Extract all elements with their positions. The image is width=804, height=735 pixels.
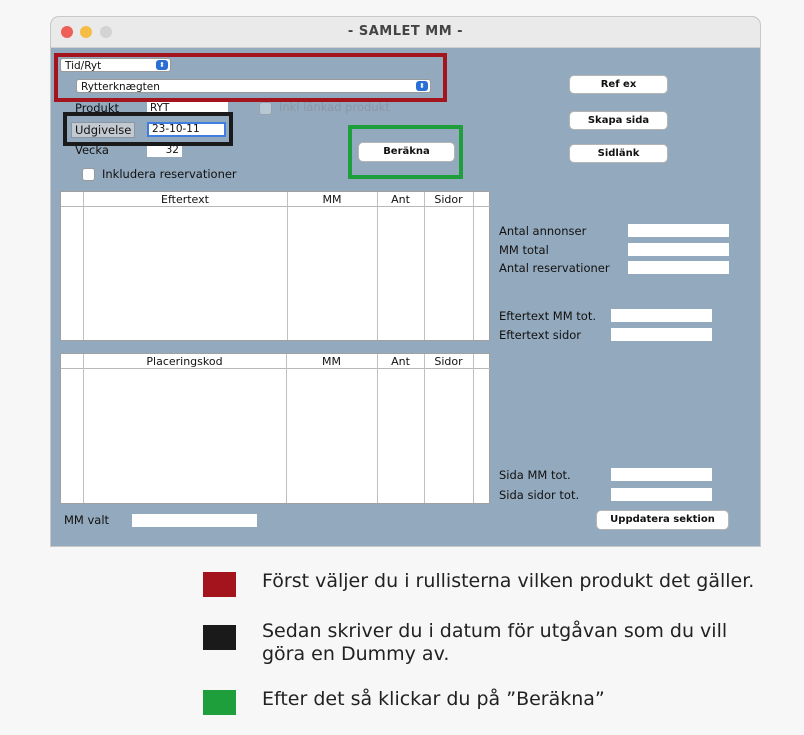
ant-column-header[interactable]: Ant	[377, 192, 424, 207]
sida-sidor-tot-field	[611, 488, 712, 501]
eftertext-sidor-field	[611, 328, 712, 341]
column-divider	[286, 354, 287, 503]
udgivelse-label: Udgivelse	[71, 122, 135, 138]
column-divider	[83, 354, 84, 503]
sidlank-button[interactable]: Sidlänk	[569, 144, 668, 163]
berakna-button[interactable]: Beräkna	[358, 142, 455, 162]
vecka-label: Vecka	[75, 143, 109, 157]
sida-mm-tot-field	[611, 468, 712, 481]
ref-ex-button[interactable]: Ref ex	[569, 75, 668, 94]
mm-valt-label: MM valt	[64, 513, 110, 527]
mm-total-label: MM total	[499, 243, 549, 257]
placeringskod-column-header[interactable]: Placeringskod	[83, 354, 286, 369]
include-reservations-label: Inkludera reservationer	[102, 167, 237, 181]
include-reservations-checkbox[interactable]	[82, 168, 95, 181]
window-title: - SAMLET MM -	[347, 24, 464, 39]
select-arrows-icon: ⬍	[156, 60, 168, 70]
eftertext-column-header[interactable]: Eftertext	[83, 192, 287, 207]
linked-product-checkbox[interactable]	[259, 102, 272, 115]
column-divider	[473, 192, 474, 340]
legend-black-swatch	[203, 625, 236, 650]
legend-green-swatch	[203, 690, 236, 715]
eftertext-mm-tot-field	[611, 309, 712, 322]
ant-column-header[interactable]: Ant	[377, 354, 424, 369]
scrollbar-header	[473, 192, 490, 207]
column-divider	[424, 192, 425, 340]
column-divider	[377, 354, 378, 503]
mm-column-header[interactable]: MM	[286, 354, 377, 369]
produkt-field[interactable]: RYT	[147, 102, 228, 116]
eftertext-mm-tot-label: Eftertext MM tot.	[499, 309, 596, 323]
uppdatera-sektion-button[interactable]: Uppdatera sektion	[596, 510, 729, 530]
sidor-column-header[interactable]: Sidor	[424, 354, 473, 369]
column-divider	[287, 192, 288, 340]
linked-product-label: Inkl länkad produkt	[279, 100, 390, 114]
column-divider	[83, 192, 84, 340]
red-highlight-box	[54, 53, 447, 102]
produkt-label: Produkt	[75, 101, 120, 115]
eftertext-table[interactable]	[60, 191, 490, 341]
mm-column-header[interactable]: MM	[287, 192, 377, 207]
antal-reservationer-field	[628, 261, 729, 274]
sidor-column-header[interactable]: Sidor	[424, 192, 473, 207]
green-highlight-box	[348, 125, 463, 179]
eftertext-sidor-label: Eftertext sidor	[499, 328, 582, 342]
udgivelse-field[interactable]: 23-10-11	[147, 122, 226, 137]
antal-annonser-field	[628, 224, 729, 237]
antal-reservationer-label: Antal reservationer	[499, 261, 610, 275]
row-marker-header	[61, 354, 83, 369]
legend-red-swatch	[203, 572, 236, 597]
skapa-sida-button[interactable]: Skapa sida	[569, 111, 668, 130]
legend-step-2: Sedan skriver du i datum för utgåvan som du vill göra en Dummy av.	[262, 620, 728, 665]
legend-step-3: Efter det så klickar du på ”Beräkna”	[262, 688, 605, 710]
product-group-select-value: Tid/Ryt	[65, 60, 102, 72]
column-divider	[377, 192, 378, 340]
product-select-value: Rytterknægten	[81, 81, 160, 93]
sida-mm-tot-label: Sida MM tot.	[499, 468, 571, 482]
mm-valt-field[interactable]	[132, 514, 257, 527]
vecka-field[interactable]: 32	[147, 144, 182, 157]
samlet-mm-window	[51, 17, 760, 546]
antal-annonser-label: Antal annonser	[499, 224, 587, 238]
black-highlight-box	[63, 112, 233, 146]
legend-step-1: Först väljer du i rullisterna vilken produkt det gäller.	[262, 570, 755, 592]
sida-sidor-tot-label: Sida sidor tot.	[499, 488, 580, 502]
mm-total-field	[628, 243, 729, 256]
title-bar	[51, 17, 760, 48]
column-divider	[473, 354, 474, 503]
select-arrows-icon: ⬍	[416, 81, 428, 91]
scrollbar-header	[473, 354, 490, 369]
column-divider	[424, 354, 425, 503]
row-marker-header	[61, 192, 83, 207]
placeringskod-table[interactable]	[60, 353, 490, 504]
